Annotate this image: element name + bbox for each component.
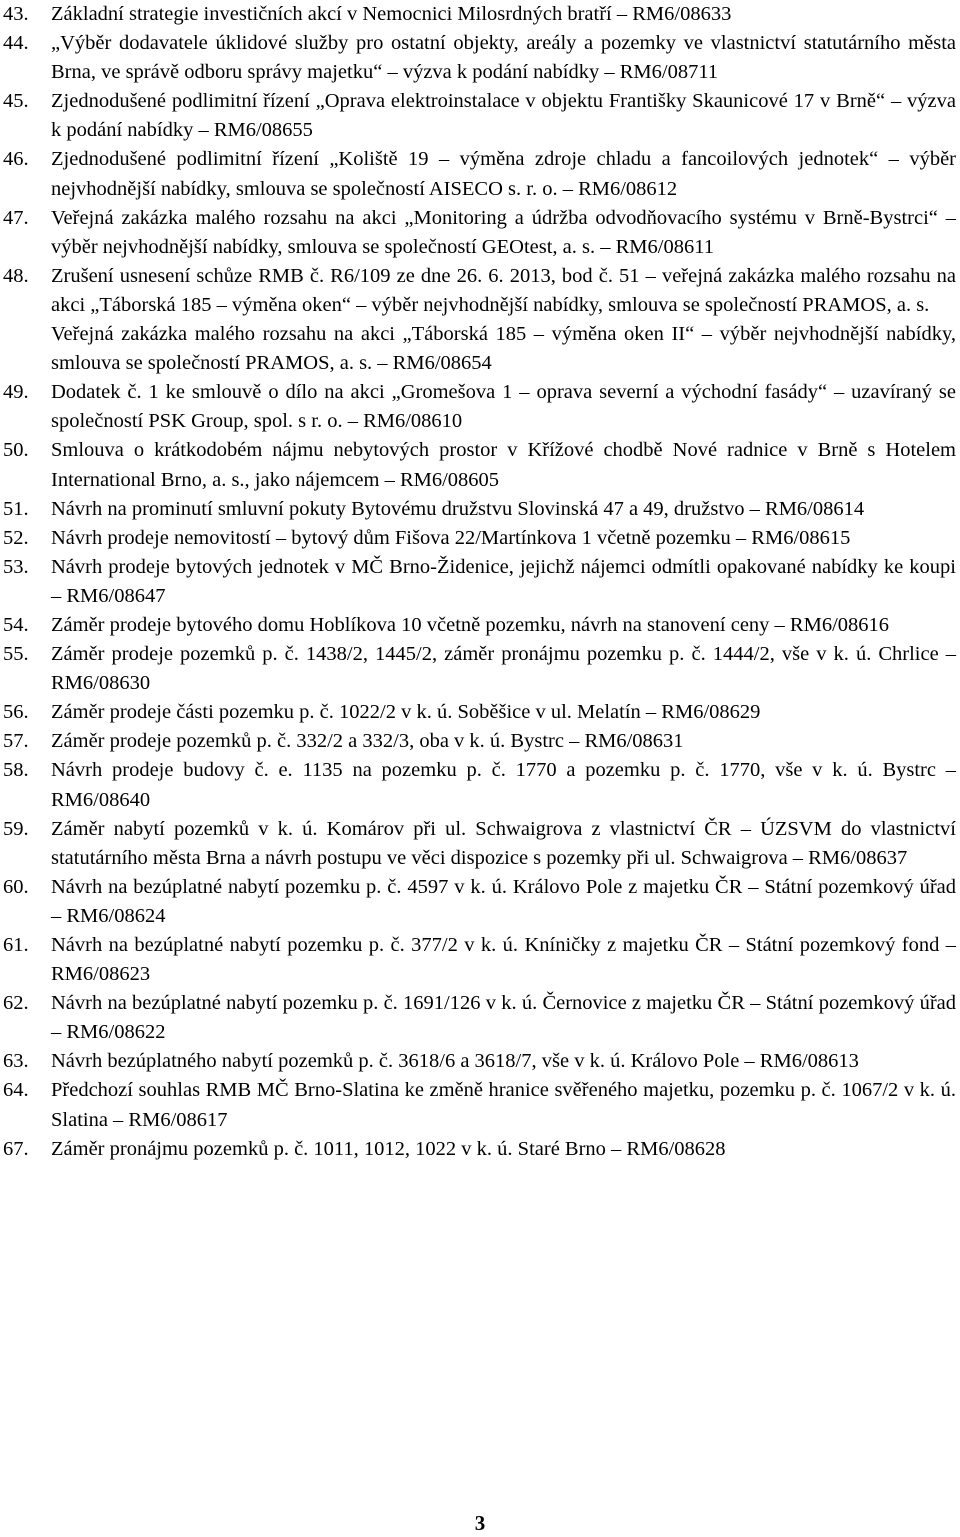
agenda-item	[3, 0, 956, 29]
item-paragraph: Návrh prodeje nemovitostí – bytový dům Fišova 22/Martínkova 1 včetně pozemku – RM6/08615	[51, 526, 851, 549]
item-text	[51, 553, 956, 611]
item-text	[51, 0, 956, 29]
item-paragraph: Návrh prodeje bytových jednotek v MČ Brno-Židenice, jejichž nájemci odmítli opakované nabídky ke koupi – RM6/08647	[51, 555, 956, 607]
item-number: 45.	[3, 90, 29, 113]
item-paragraph: Návrh bezúplatného nabytí pozemků p. č. 3618/6 a 3618/7, vše v k. ú. Královo Pole – RM6/08613	[51, 1050, 859, 1073]
item-paragraph: Základní strategie investičních akcí v Nemocnici Milosrdných bratří – RM6/08633	[51, 3, 732, 25]
item-paragraph: Dodatek č. 1 ke smlouvě o dílo na akci „Gromešova 1 – oprava severní a východní fasády“ – uzavíraný se společností PSK Group, spol. s r. o. – RM6/08610	[51, 381, 956, 433]
item-paragraph: Záměr prodeje pozemků p. č. 332/2 a 332/3, oba v k. ú. Bystrc – RM6/08631	[51, 730, 684, 753]
item-text	[51, 931, 956, 989]
agenda-item	[3, 524, 956, 553]
item-paragraph: Návrh prodeje budovy č. e. 1135 na pozemku p. č. 1770 a pozemku p. č. 1770, vše v k. ú. Bystrc – RM6/08640	[51, 759, 956, 811]
agenda-item	[3, 640, 956, 698]
item-number: 47.	[3, 206, 29, 229]
item-paragraph: Veřejná zakázka malého rozsahu na akci „Táborská 185 – výměna oken II“ – výběr nejvhodnější nabídky, smlouva se společností PRAMOS, a. s. – RM6/08654	[51, 323, 956, 375]
item-text	[51, 524, 956, 553]
agenda-item	[3, 756, 956, 814]
item-text	[51, 145, 956, 203]
agenda-item	[3, 989, 956, 1047]
item-paragraph: Návrh na bezúplatné nabytí pozemku p. č. 377/2 v k. ú. Kníničky z majetku ČR – Státní pozemkový fond – RM6/08623	[51, 934, 956, 986]
page-number: 3	[474, 1511, 486, 1535]
item-number: 58.	[3, 759, 29, 782]
item-number: 59.	[3, 817, 29, 840]
item-number: 56.	[3, 701, 29, 724]
agenda-item	[3, 378, 956, 436]
item-text	[51, 204, 956, 262]
item-text	[51, 262, 956, 378]
agenda-item	[3, 1047, 956, 1076]
agenda-item	[3, 495, 956, 524]
item-paragraph: Návrh na prominutí smluvní pokuty Bytovému družstvu Slovinská 47 a 49, družstvo – RM6/08614	[51, 497, 865, 520]
item-paragraph: Záměr prodeje pozemků p. č. 1438/2, 1445/2, záměr pronájmu pozemku p. č. 1444/2, vše v k. ú. Chrlice – RM6/08630	[51, 643, 956, 695]
item-paragraph: Návrh na bezúplatné nabytí pozemku p. č. 4597 v k. ú. Královo Pole z majetku ČR – Státní pozemkový úřad – RM6/08624	[51, 875, 956, 927]
item-paragraph: Záměr prodeje části pozemku p. č. 1022/2 v k. ú. Soběšice v ul. Melatín – RM6/08629	[51, 701, 761, 724]
item-text	[51, 727, 956, 756]
item-number: 52.	[3, 526, 29, 549]
item-text	[51, 1076, 956, 1134]
agenda-item	[3, 29, 956, 87]
item-number: 67.	[3, 1137, 29, 1160]
item-text	[51, 378, 956, 436]
agenda-item	[3, 553, 956, 611]
agenda-item	[3, 262, 956, 378]
item-number: 53.	[3, 555, 29, 578]
item-number: 63.	[3, 1050, 29, 1073]
item-text	[51, 1135, 956, 1164]
agenda-item	[3, 698, 956, 727]
agenda-list	[3, 0, 956, 1164]
item-paragraph: Smlouva o krátkodobém nájmu nebytových prostor v Křížové chodbě Nové radnice v Brně s Hotelem International Brno, a. s., jako nájemcem – RM6/08605	[51, 439, 956, 491]
item-text	[51, 815, 956, 873]
agenda-item	[3, 204, 956, 262]
item-number: 60.	[3, 875, 29, 898]
item-text	[51, 495, 956, 524]
item-number: 64.	[3, 1079, 29, 1102]
item-number: 57.	[3, 730, 29, 753]
item-paragraph: Zjednodušené podlimitní řízení „Koliště 19 – výměna zdroje chladu a fancoilových jednotek“ – výběr nejvhodnější nabídky, smlouva se společností AISECO s. r. o. – RM6/08612	[51, 148, 956, 200]
agenda-item	[3, 1076, 956, 1134]
item-number: 54.	[3, 613, 29, 636]
agenda-item	[3, 145, 956, 203]
item-paragraph: „Výběr dodavatele úklidové služby pro ostatní objekty, areály a pozemky ve vlastnictví statutárního města Brna, ve správě odboru správy majetku“ – výzva k podání nabídky – RM6/08711	[51, 32, 956, 84]
item-text	[51, 873, 956, 931]
item-text	[51, 698, 956, 727]
item-number: 51.	[3, 497, 29, 520]
agenda-item	[3, 873, 956, 931]
item-text	[51, 1047, 956, 1076]
item-paragraph: Záměr pronájmu pozemků p. č. 1011, 1012, 1022 v k. ú. Staré Brno – RM6/08628	[51, 1137, 726, 1160]
item-number: 46.	[3, 148, 29, 171]
agenda-item	[3, 815, 956, 873]
item-number: 62.	[3, 992, 29, 1015]
agenda-item	[3, 436, 956, 494]
item-number: 49.	[3, 381, 29, 404]
agenda-item	[3, 611, 956, 640]
item-text	[51, 756, 956, 814]
item-paragraph: Záměr prodeje bytového domu Hoblíkova 10 včetně pozemku, návrh na stanovení ceny – RM6/08616	[51, 613, 890, 636]
item-paragraph: Záměr nabytí pozemků v k. ú. Komárov při ul. Schwaigrova z vlastnictví ČR – ÚZSVM do vlastnictví statutárního města Brna a návrh postupu ve věci dispozice s pozemky při ul. Schwaigrova – RM6/08637	[51, 817, 956, 869]
item-text	[51, 989, 956, 1047]
agenda-item	[3, 87, 956, 145]
item-number: 61.	[3, 934, 29, 956]
item-text	[51, 436, 956, 494]
item-paragraph: Veřejná zakázka malého rozsahu na akci „Monitoring a údržba odvodňovacího systému v Brně-Bystrci“ – výběr nejvhodnější nabídky, smlouva se společností GEOtest, a. s. – RM6/08611	[51, 206, 956, 258]
item-number: 55.	[3, 643, 29, 666]
item-text	[51, 640, 956, 698]
item-paragraph: Návrh na bezúplatné nabytí pozemku p. č. 1691/126 v k. ú. Černovice z majetku ČR – Státní pozemkový úřad – RM6/08622	[51, 992, 956, 1044]
agenda-item	[3, 727, 956, 756]
item-text	[51, 87, 956, 145]
item-number: 43.	[3, 3, 29, 25]
item-paragraph: Zjednodušené podlimitní řízení „Oprava elektroinstalace v objektu Františky Skaunicové 17 v Brně“ – výzva k podání nabídky – RM6/08655	[51, 90, 956, 142]
item-text	[51, 611, 956, 640]
item-paragraph: Zrušení usnesení schůze RMB č. R6/109 ze dne 26. 6. 2013, bod č. 51 – veřejná zakázka malého rozsahu na akci „Táborská 185 – výměna oken“ – výběr nejvhodnější nabídky, smlouva se společností PRAMOS, a. s.	[51, 264, 956, 316]
item-number: 50.	[3, 439, 29, 462]
agenda-item	[3, 931, 956, 989]
agenda-item	[3, 1135, 956, 1164]
item-number: 44.	[3, 32, 29, 55]
item-paragraph: Předchozí souhlas RMB MČ Brno-Slatina ke změně hranice svěřeného majetku, pozemku p. č. 1067/2 v k. ú. Slatina – RM6/08617	[51, 1079, 956, 1131]
item-text	[51, 29, 956, 87]
item-number: 48.	[3, 264, 29, 287]
